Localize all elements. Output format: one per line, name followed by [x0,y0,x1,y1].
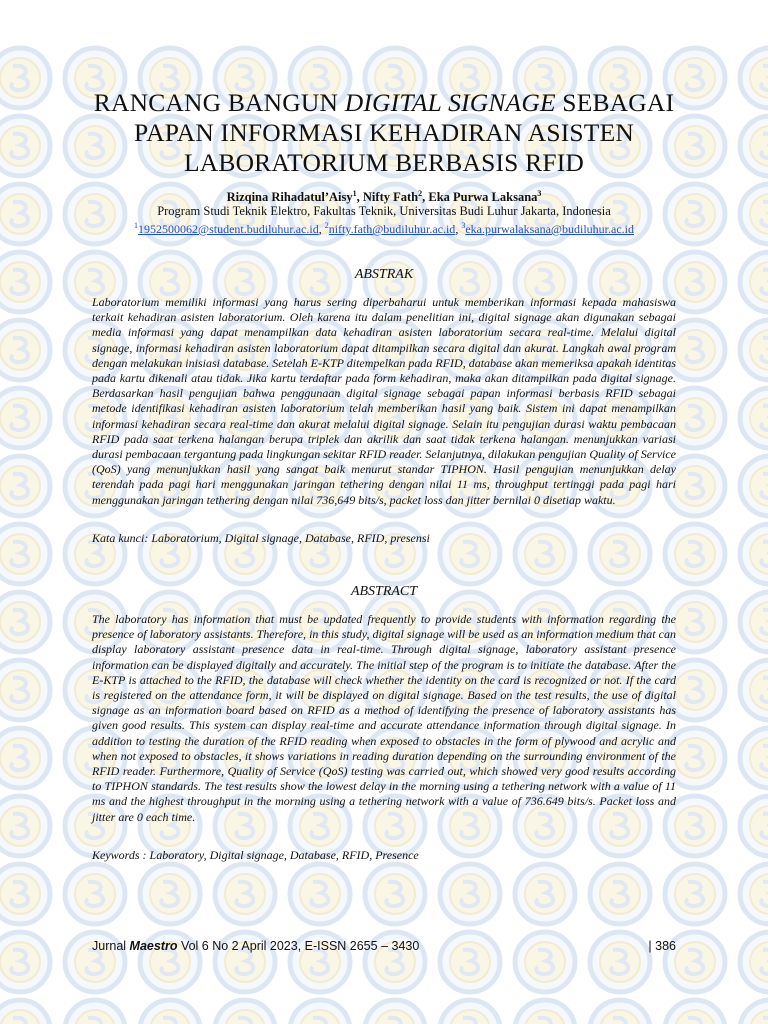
author-mark: 2 [418,189,423,198]
abstrak-text: Laboratorium memiliki informasi yang harus sering diperbaharui untuk memberikan informasi kepada mahasiswa terkait kehadiran asisten laboratorium. Oleh karena itu dalam penelitian ini, digital signage akan digunakan sebagai media informasi yang dapat menampilkan data kehadiran asisten laboratorium secara real-time. Melalui digital signage, informasi kehadiran asisten laboratorium dapat ditampilkan secara digital dan akurat. Langkah awal program dengan melakukan inisiasi database. Setelah E-KTP ditempelkan pada RFID, database akan memeriksa apakah identitas pada kartu dikenali atau tidak. Jika kartu terdaftar pada form kehadiran, maka akan ditampilkan pada digital signage. Berdasarkan hasil pengujian bahwa penggunaan digital signage sebagai papan informasi berbasis RFID sebagai metode identifikasi kehadiran asisten laboratorium telah memberikan hasil yang baik. Sistem ini dapat menampilkan informasi kehadiran secara real-time dan akurat melalui digital signage. Selain itu pengujian durasi waktu pembacaan RFID pada saat terkena halangan berupa triplek dan akrilik dan saat tidak terkena halangan. menunjukkan variasi durasi pembacaan tergantung pada lingkungan sekitar RFID reader. Selanjutnya, dilakukan pengujian Quality of Service (QoS) yang menunjukkan hasil yang sangat baik menurut standar TIPHON. Hasil pengujian menunjukkan delay terendah pada pagi hari menggunakan jaringan tethering dengan nilai 11 ms, throughput tertinggi pada pagi hari menggunakan jaringan tethering dengan nilai 736,649 bits/s, packet loss dan jitter bernilai 0 disetiap waktu. [92,295,677,507]
author-name: Eka Purwa Laksana [428,190,538,205]
footer-details: Vol 6 No 2 April 2023, E-ISSN 2655 – 3430 [177,939,420,953]
footer-prefix: Jurnal [92,939,130,953]
page-footer [92,938,676,954]
abstract-text: The laboratory has information that must be updated frequently to provide students with information regarding the presence of laboratory assistants. Therefore, in this study, digital signage will be used as an information medium that can display laboratory assistant presence data in real-time. Through digital signage, laboratory assistant presence information can be displayed digitally and accurately. The initial step of the program is to initiate the database. After the E-KTP is attached to the RFID, the database will check whether the identity on the card is recognized or not. If the card is registered on the attendance form, it will be displayed on digital signage. Based on the test results, the use of digital signage as an information board based on RFID as a method of identifying the presence of laboratory assistants has given good results. This system can display real-time and accurate attendance information through digital signage. In addition to testing the duration of the RFID reading when exposed to obstacles in the form of plywood and acrylic and when not exposed to obstacles, it shows variations in reading duration depending on the surrounding environment of the RFID reader. Furthermore, Quality of Service (QoS) testing was carried out, which showed very good results according to TIPHON standards. The test results show the lowest delay in the morning using a tethering network with a value of 11 ms and the highest throughput in the morning using a tethering network with a value of 736.649 bits/s. Packet loss and jitter are 0 each time. [92,612,676,824]
page-number: | 386 [648,939,676,953]
abstract-keywords: Keywords : Laboratory, Digital signage, Database, RFID, Presence [92,848,419,862]
author-mark: 3 [537,189,542,198]
title-part-2-italic: DIGITAL SIGNAGE [344,88,556,117]
email-mark: 3 [461,221,466,230]
author-mark: 1 [352,189,357,198]
email-mark: 1 [134,221,139,230]
email-link-2[interactable]: nifty.fath@budiluhur.ac.id [328,222,456,236]
abstract-heading: ABSTRACT [350,584,418,599]
email-list: $^1$1952500062@student.budiluhur.ac.id, $^2$nifty.fath@budiluhur.ac.id, $^3$eka.purwalaksana@budiluhur.ac.id [134,221,634,236]
author-list: Rizqina Rihadatul’Aisy$^1$, Nifty Fath$^2$, Eka Purwa Laksana$^3$ [226,189,542,205]
paper-title [60,88,708,178]
abstrak-keywords: Kata kunci: Laboratorium, Digital signage, Database, RFID, presensi [92,531,430,545]
email-link-1[interactable]: 1952500062@student.budiluhur.ac.id [138,222,319,236]
abstrak-heading: ABSTRAK [354,267,414,282]
author-name: Nifty Fath [362,190,419,205]
title-part-1: RANCANG BANGUN [93,88,345,117]
affiliation: Program Studi Teknik Elektro, Fakultas Teknik, Universitas Budi Luhur Jakarta, Indonesia [157,204,611,218]
journal-name: Maestro [129,939,178,953]
email-mark: 2 [324,221,329,230]
title-part-3: SEBAGAI PAPAN INFORMASI KEHADIRAN ASISTEN LABORATORIUM BERBASIS RFID [134,88,675,177]
author-name: Rizqina Rihadatul’Aisy [226,190,353,205]
email-link-3[interactable]: eka.purwalaksana@budiluhur.ac.id [465,222,634,236]
